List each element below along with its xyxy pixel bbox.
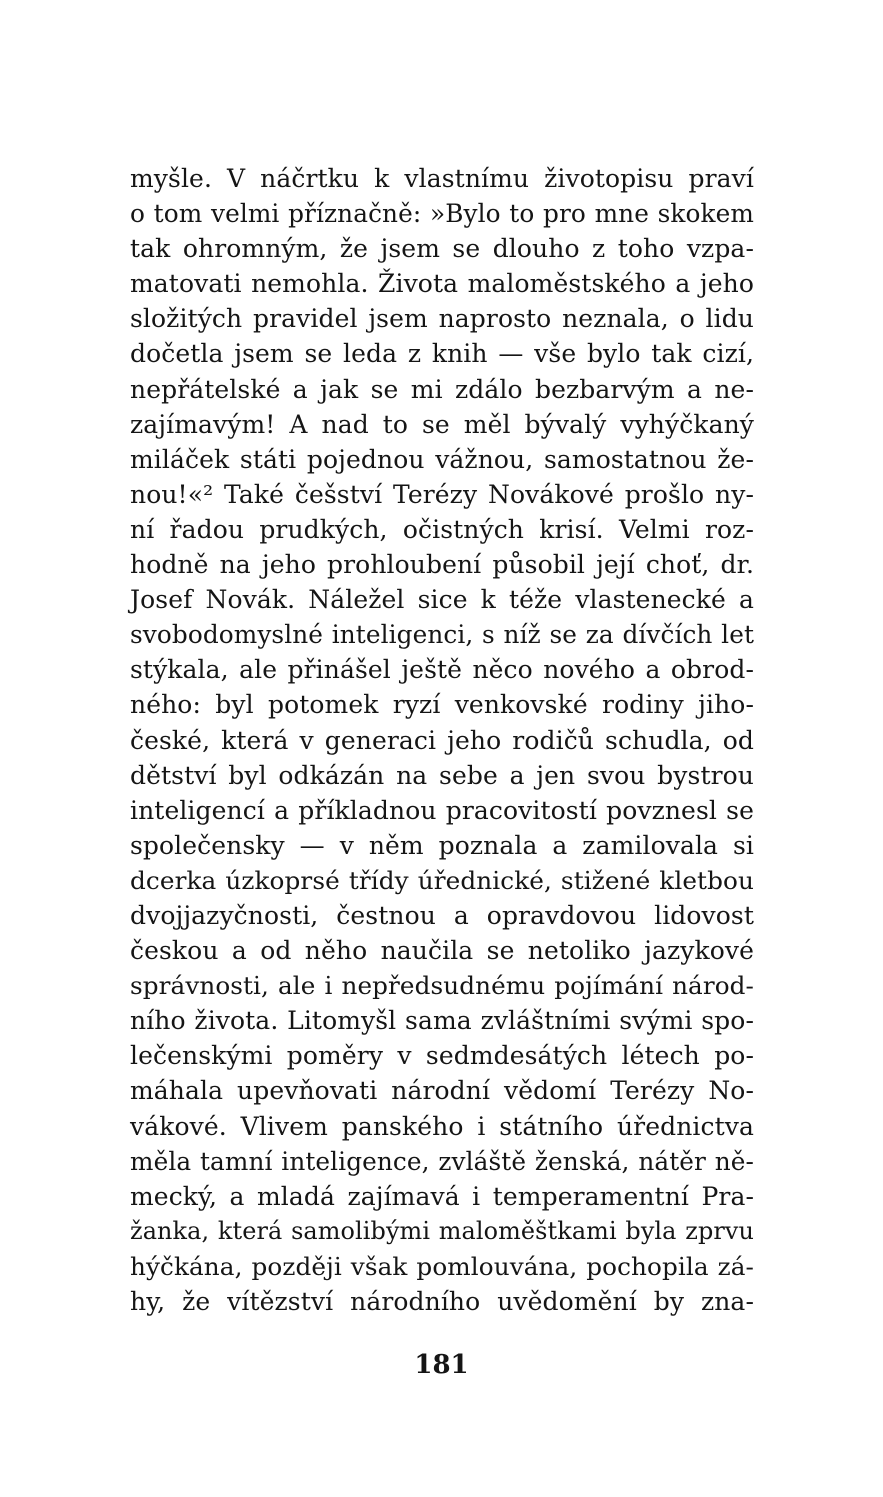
- text-line: inteligencí a příkladnou pracovitostí povznesl se: [130, 795, 754, 825]
- text-line: zajímavým! A nad to se měl bývalý vyhýčkaný: [130, 409, 754, 439]
- text-line: myšle. V náčrtku k vlastnímu životopisu praví: [130, 164, 754, 193]
- text-line: dcerka úzkoprsé třídy úřednické, stižené kletbou: [130, 865, 754, 895]
- text-line: miláček státi pojednou vážnou, samostatnou že-: [130, 444, 754, 474]
- text-line: ního života. Litomyšl sama zvláštními svými spo-: [130, 1006, 754, 1036]
- text-line: správnosti, ale i nepředsudnému pojímání národ-: [130, 971, 754, 1001]
- text-line: společensky — v něm poznala a zamilovala si: [130, 830, 754, 860]
- text-line: máhala upevňovati národní vědomí Terézy No-: [130, 1076, 754, 1106]
- text-line: Josef Novák. Náležel sice k téže vlastenecké a: [130, 585, 754, 615]
- text-line: české, která v generaci jeho rodičů schudla, od: [130, 725, 754, 755]
- text-line: ného: byl potomek ryzí venkovské rodiny jiho-: [130, 690, 754, 720]
- text-line: hy, že vítězství národního uvědomění by zna-: [130, 1287, 754, 1316]
- text-line: hodně na jeho prohloubení působil její choť, dr.: [130, 550, 754, 580]
- text-line: matovati nemohla. Života maloměstského a jeho: [130, 269, 754, 299]
- text-line: stýkala, ale přinášel ještě něco nového a obrod-: [130, 655, 754, 685]
- text-line: dětství byl odkázán na sebe a jen svou bystrou: [130, 760, 754, 790]
- text-line: českou a od něho naučila se netoliko jazykové: [130, 936, 754, 966]
- text-line: svobodomyslné inteligenci, s níž se za dívčích let: [130, 620, 754, 650]
- text-line: dočetla jsem se leda z knih — vše bylo tak cizí,: [130, 339, 754, 369]
- text-line: hýčkána, později však pomlouvána, pochopila zá-: [130, 1251, 754, 1281]
- text-line: nou!«² Také češství Terézy Novákové prošlo ny-: [130, 479, 754, 509]
- text-line: měla tamní inteligence, zvláště ženská, nátěr ně-: [130, 1146, 754, 1176]
- page-number: 181: [414, 1350, 469, 1380]
- text-line: mecký, a mladá zajímavá i temperamentní Pra-: [130, 1181, 754, 1211]
- text-line: tak ohromným, že jsem se dlouho z toho vzpa-: [130, 234, 754, 264]
- text-line: ní řadou prudkých, očistných krisí. Velmi roz-: [130, 514, 754, 544]
- text-line: složitých pravidel jsem naprosto neznala, o lidu: [130, 304, 754, 334]
- text-line: lečenskými poměry v sedmdesátých létech po-: [130, 1041, 754, 1071]
- text-line: dvojjazyčnosti, čestnou a opravdovou lidovost: [130, 900, 754, 930]
- text-line: vákové. Vlivem panského i státního úřednictva: [130, 1111, 754, 1141]
- body-text: [130, 161, 754, 1319]
- text-line: žanka, která samolibými maloměštkami byla zprvu: [130, 1216, 754, 1245]
- text-line: nepřátelské a jak se mi zdálo bezbarvým a ne-: [130, 374, 754, 404]
- text-line: o tom velmi příznačně: »Bylo to pro mne skokem: [130, 199, 754, 229]
